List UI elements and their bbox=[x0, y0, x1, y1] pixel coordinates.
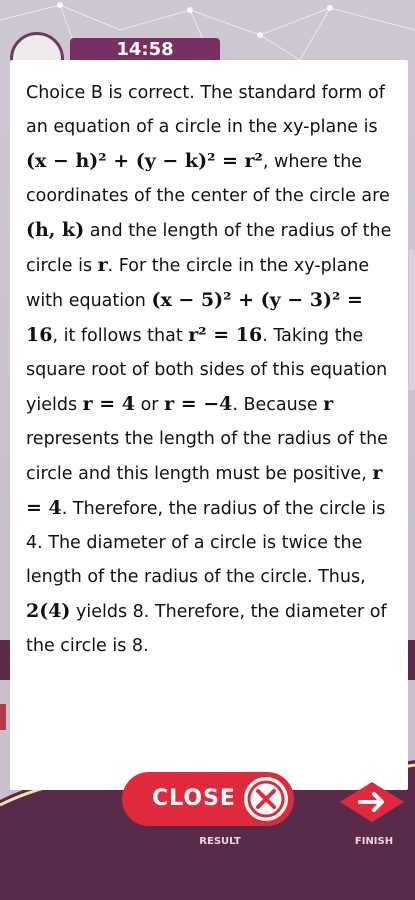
left-edge-marker bbox=[0, 704, 6, 730]
math-expression: (x − h)² + (y − k)² = r² bbox=[26, 150, 263, 172]
explanation-panel bbox=[10, 60, 408, 790]
math-expression: r = −4 bbox=[164, 393, 233, 415]
math-expression: r = 4 bbox=[82, 393, 136, 415]
result-button-label[interactable]: RESULT bbox=[199, 836, 241, 847]
explanation-text bbox=[26, 76, 396, 663]
text-segment: and the length of the radius of the circle is bbox=[26, 221, 392, 276]
timer-display: 14:58 bbox=[70, 38, 220, 64]
close-button-label: CLOSE bbox=[152, 786, 236, 811]
math-expression: r = 4 bbox=[26, 462, 383, 519]
text-segment: . Because bbox=[232, 395, 324, 415]
math-expression: r bbox=[97, 254, 108, 276]
text-segment: , where the coordinates of the center of the circle are bbox=[26, 152, 390, 206]
close-button[interactable] bbox=[122, 772, 294, 826]
math-expression: r bbox=[323, 393, 334, 415]
text-segment: represents the length of the radius of the circle and this length must be positive, bbox=[26, 429, 388, 484]
text-segment: . Therefore, the radius of the circle is 4. The diameter of a circle is twice the length of the radius of the circle. Thus, bbox=[26, 499, 386, 587]
right-edge-marker bbox=[409, 250, 415, 390]
arrow-right-icon bbox=[340, 782, 404, 822]
text-segment: , it follows that bbox=[52, 326, 189, 346]
finish-button[interactable] bbox=[340, 782, 404, 822]
math-expression: (h, k) bbox=[26, 219, 85, 241]
text-segment: . Taking the square root of both sides of this equation yields bbox=[26, 326, 388, 415]
math-expression: 2(4) bbox=[26, 600, 71, 622]
text-segment: yields 8. Therefore, the diameter of the circle is 8. bbox=[26, 602, 387, 656]
text-segment: or bbox=[135, 395, 165, 415]
math-expression: (x − 5)² + (y − 3)² = 16 bbox=[26, 289, 363, 346]
math-expression: r² = 16 bbox=[188, 324, 263, 346]
text-segment: . For the circle in the xy-plane with equation bbox=[26, 256, 370, 311]
text-segment: Choice B is correct. The standard form of an equation of a circle in the xy-plane is bbox=[26, 83, 385, 137]
explanation-paragraph bbox=[26, 76, 396, 663]
close-x-icon bbox=[244, 777, 288, 821]
finish-button-label[interactable]: FINISH bbox=[354, 836, 394, 847]
